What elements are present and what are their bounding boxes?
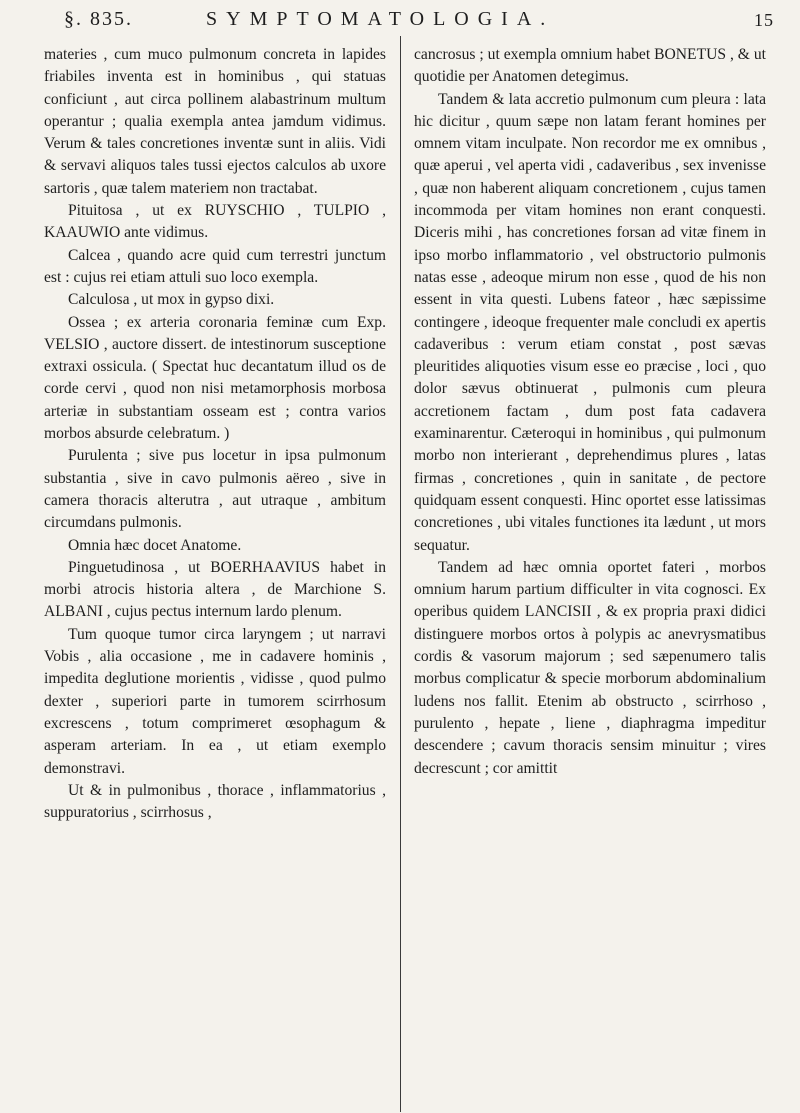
column-divider — [400, 36, 401, 1112]
paragraph: Pituitosa , ut ex RUYSCHIO , TULPIO , KAAUWIO ante vidimus. — [44, 202, 386, 242]
paragraph: Ut & in pulmonibus , thorace , inflammatorius , suppuratorius , scirrhosus , — [44, 781, 386, 822]
paragraph: Tandem ad hæc omnia oportet fateri , morbos omnium harum partium difficulter in vita cognosci. Ex operibus quidem LANCISII , & ex propria praxi didici distinguere morbos ortos à polypis ac anevrysmatibus cordis & vasorum majorum ; sed sæpenumero talis morbus complicatur & specie morborum abdominalium ludens nos fallit. Etenim ab obstructo , scirrhoso , purulento , hepate , liene , diaphragma impeditur descendere ; cavum thoracis sensim minuitur ; vires decrescunt ; cor amittit — [414, 558, 766, 777]
paragraph: Tandem & lata accretio pulmonum cum pleura : lata hic dicitur , quum sæpe non latam ferant homines per omnem vitam inculpate. Non recordor me ex omnibus , quæ aperui , vel aperta vidi , cadaveribus , sex invenisse , quæ non haberent aliquam concretionem , cujus tamen incommoda per vitam homines non erant conquesti. Diceris mihi , has concretiones forsan ad vitæ finem in ipso morbo inflammatorio , vel obstructorio pulmonis natas esse , adeoque mirum non esse , quod de his non essent in vita questi. Lubens fateor , hæc sæpissime contingere , ideoque frequenter male concludi ex apertis cadaveribus : verum etiam constat , post sævas pleuritides aliquoties visum esse eo præcise , loci , quo dolor sævus obtinuerat , pulmonis cum pleura accretionem factam , dum post fata cadavera examinarentur. Cæteroqui in hominibus , qui pulmonum morbo non interierant , deprehendimus plures , latas firmas , concretiones , quin in sanitate , de pectore quidquam essent conquesti. Hinc oportet esse latissimas concretiones , ubi vitales functiones ita lædunt , ut mors sequatur. — [414, 90, 766, 554]
right-column — [414, 44, 766, 780]
paragraph: Tum quoque tumor circa laryngem ; ut narravi Vobis , alia occasione , me in cadavere hominis , impedita deglutione morientis , vidisse , quod pulmo dexter , superiori parte in tumorem scirrhosum excrescens , totum comprimeret œsophagum & asperam arteriam. In ea , ut etiam exemplo demonstravi. — [44, 625, 386, 777]
paragraph: Calcea , quando acre quid cum terrestri junctum est : cujus rei etiam attuli suo loco exempla. — [44, 246, 386, 286]
page-number: 15 — [754, 10, 774, 30]
paragraph: Pinguetudinosa , ut BOERHAAVIUS habet in morbi atrocis historia altera , de Marchione S. ALBANI , cujus pectus internum lardo plenum. — [44, 558, 386, 621]
paragraph: Calculosa , ut mox in gypso dixi. — [68, 291, 275, 309]
paragraph: cancrosus ; ut exempla omnium habet BONETUS , & ut quotidie per Anatomen detegimus. — [414, 46, 766, 86]
section-number: §. 835. — [64, 8, 133, 30]
paragraph: Purulenta ; sive pus locetur in ipsa pulmonum substantia , sive in cavo pulmonis aëreo , sive in camera thoracis alterutra , aut utraque , ambitum circumdans pulmonis. — [44, 447, 386, 532]
paragraph: materies , cum muco pulmonum concreta in lapides friabiles inventa est in hominibus , qui statuas conficiunt , aut circa pollinem alabastrinum multum operantur ; qualia exempla antea jamdum vidimus. Verum & tales concretiones inventæ sunt in aliis. Vidi & servavi aliquos tales tussi ejectos calculos ab uxore sartoris , quæ talem materiem non tractabat. — [44, 46, 386, 197]
left-column — [44, 44, 386, 824]
running-header — [44, 6, 774, 36]
paragraph: Omnia hæc docet Anatome. — [68, 536, 242, 554]
paragraph: Ossea ; ex arteria coronaria feminæ cum Exp. VELSIO , auctore dissert. de intestinorum susceptione extraxi ossicula. ( Spectat huc decantatum illud os de corde cervi , quod non nisi metamorphosis morbosa arteriæ in substantiam osseam est ; contra varios morbos absurde celebratum. ) — [44, 313, 386, 443]
running-title: SYMPTOMATOLOGIA. — [206, 8, 555, 30]
